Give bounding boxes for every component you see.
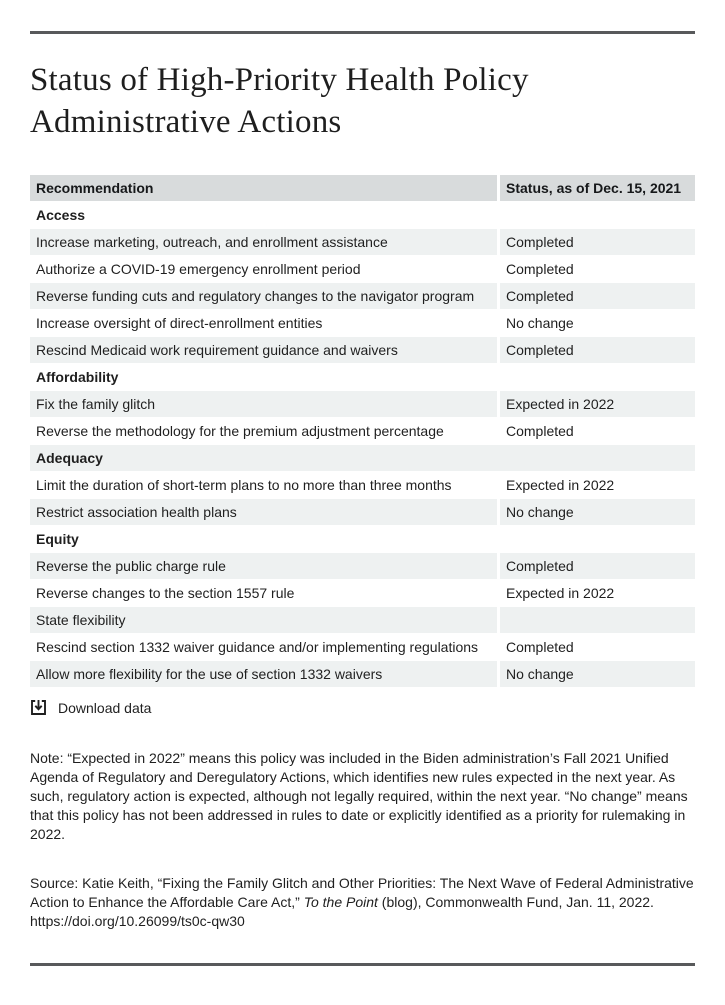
section-label: Adequacy xyxy=(30,445,695,471)
section-row-access xyxy=(30,202,695,228)
section-label: Equity xyxy=(36,530,79,547)
recommendation-cell: Authorize a COVID-19 emergency enrollment period xyxy=(36,260,361,277)
download-label: Download data xyxy=(58,699,152,716)
recommendation-cell: Rescind Medicaid work requirement guidance and waivers xyxy=(30,337,497,363)
status-cell: Completed xyxy=(500,553,695,579)
status-cell: No change xyxy=(500,499,695,525)
source-suffix: (blog), Commonwealth Fund, Jan. 11, 2022. https://doi.org/10.26099/ts0c-qw30 xyxy=(30,894,654,929)
table-row xyxy=(30,391,695,417)
table-row xyxy=(30,553,695,579)
column-header-recommendation: Recommendation xyxy=(30,175,497,201)
download-icon xyxy=(30,699,47,716)
table-row xyxy=(30,229,695,255)
recommendation-cell: Reverse the public charge rule xyxy=(30,553,497,579)
recommendation-cell: Reverse the methodology for the premium adjustment percentage xyxy=(36,422,444,439)
column-header-status: Status, as of Dec. 15, 2021 xyxy=(500,175,695,201)
source-prefix: Source: Katie Keith, “Fixing the Family Glitch and Other Priorities: The Next Wave of Federal Administrative Action to Enhance the Affordable Care Act,” xyxy=(30,875,694,910)
page-title: Status of High-Priority Health Policy Administrative Actions xyxy=(30,62,529,140)
status-cell: Completed xyxy=(500,283,695,309)
recommendation-cell: Allow more flexibility for the use of section 1332 waivers xyxy=(30,661,497,687)
table-header-row xyxy=(30,175,695,201)
recommendation-cell: Increase oversight of direct-enrollment entities xyxy=(36,314,323,331)
status-table xyxy=(30,175,695,687)
source-text xyxy=(30,874,695,931)
recommendation-cell: Limit the duration of short-term plans to no more than three months xyxy=(36,476,452,493)
section-label: Affordability xyxy=(36,368,119,385)
recommendation-cell: Reverse funding cuts and regulatory changes to the navigator program xyxy=(30,283,497,309)
status-cell: Completed xyxy=(506,638,574,655)
section-label: Access xyxy=(36,206,86,223)
status-cell: Expected in 2022 xyxy=(506,476,615,493)
table-row xyxy=(30,337,695,363)
source-publication: To the Point xyxy=(303,894,378,910)
recommendation-cell: Reverse changes to the section 1557 rule xyxy=(36,584,295,601)
recommendation-cell: Increase marketing, outreach, and enrollment assistance xyxy=(30,229,497,255)
table-row xyxy=(30,499,695,525)
table-row xyxy=(30,283,695,309)
table-row xyxy=(30,607,695,633)
status-cell: No change xyxy=(506,314,574,331)
table-row xyxy=(30,634,695,660)
table-row xyxy=(30,580,695,606)
table-row xyxy=(30,418,695,444)
status-cell: Completed xyxy=(500,229,695,255)
recommendation-cell: Fix the family glitch xyxy=(30,391,497,417)
download-data-button[interactable] xyxy=(30,699,151,716)
status-cell: Expected in 2022 xyxy=(506,584,615,601)
status-cell: No change xyxy=(500,661,695,687)
status-cell: Completed xyxy=(506,260,574,277)
section-row-adequacy xyxy=(30,445,695,471)
bottom-rule xyxy=(30,963,695,966)
top-rule xyxy=(30,31,695,34)
table-body xyxy=(30,202,695,687)
status-cell: Completed xyxy=(500,337,695,363)
table-row xyxy=(30,310,695,336)
table-row xyxy=(30,256,695,282)
table-row xyxy=(30,472,695,498)
section-row-equity xyxy=(30,526,695,552)
status-cell: Completed xyxy=(506,422,574,439)
section-row-affordability xyxy=(30,364,695,390)
status-cell: Expected in 2022 xyxy=(500,391,695,417)
status-cell xyxy=(500,607,695,633)
note-text: Note: “Expected in 2022” means this policy was included in the Biden administration’s Fall 2021 Unified Agenda of Regulatory and Deregulatory Actions, which identifies new rules expected in the next year. As such, regulatory action is expected, although not legally required, within the next year. “No change” means that this policy has not been addressed in rules to date or explicitly identified as a priority for rulemaking in 2022. xyxy=(30,750,688,842)
recommendation-cell: Restrict association health plans xyxy=(30,499,497,525)
table-row xyxy=(30,661,695,687)
recommendation-cell: State flexibility xyxy=(30,607,497,633)
recommendation-cell: Rescind section 1332 waiver guidance and/or implementing regulations xyxy=(36,638,479,655)
